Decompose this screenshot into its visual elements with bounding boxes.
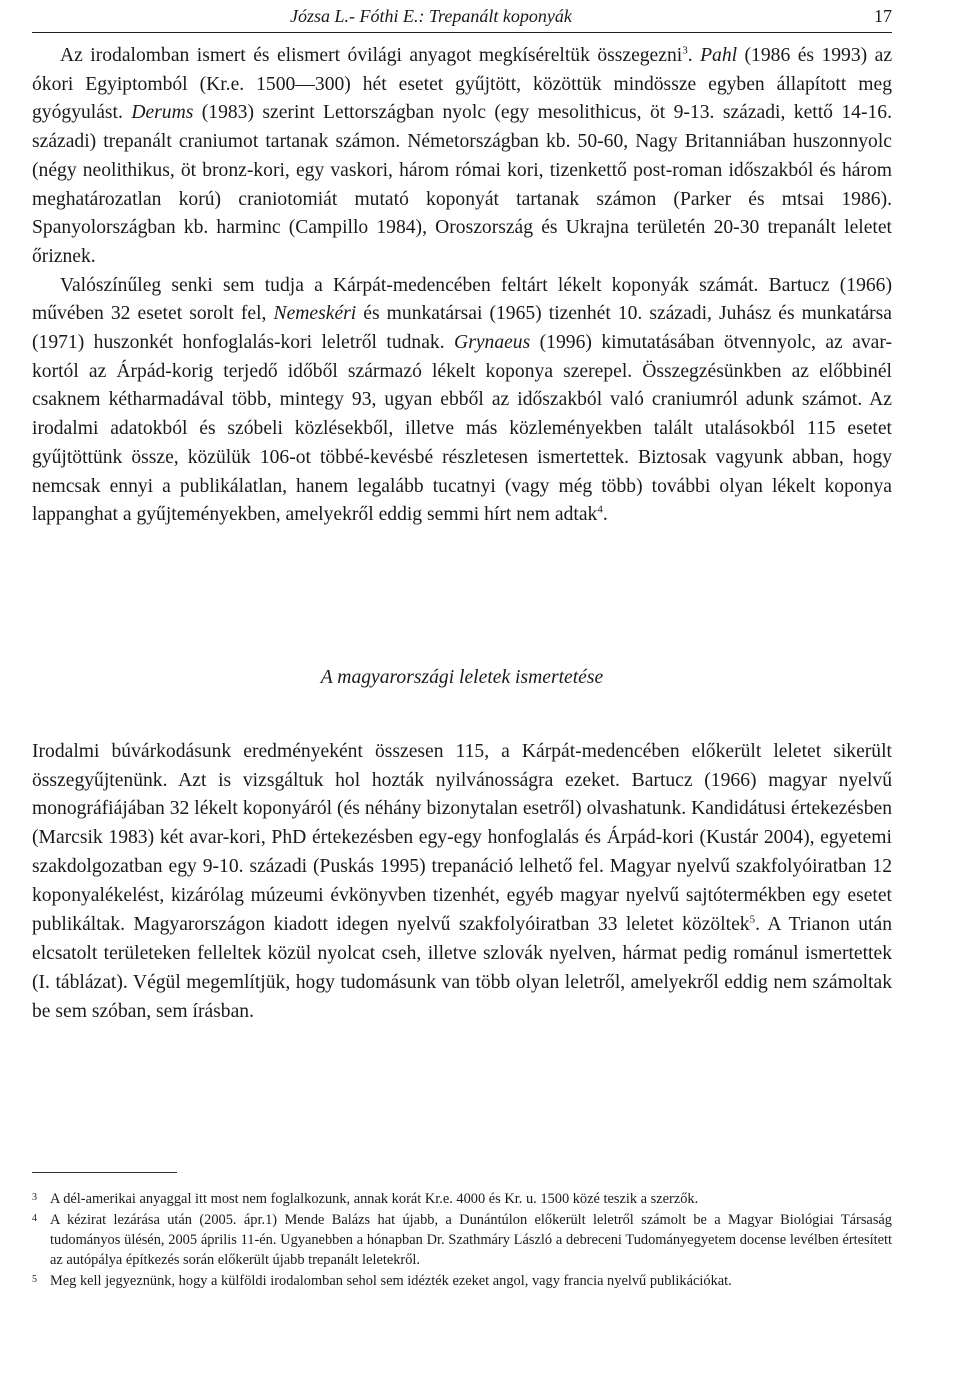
text-run: és munkatársai (1965) tizenhét 10. századi, Juhász és munkatársa (1971) huszonkét honfoglalás-kori leletről tudnak. [32,303,892,354]
footnote-5 [32,1271,892,1291]
author-name: Nemeskéri [273,303,357,325]
text-run: . [687,45,701,66]
footnote-text: Meg kell jegyeznünk, hogy a külföldi irodalomban sehol sem idézték ezeket angol, vagy francia nyelvű publikációkat. [50,1273,732,1289]
body-text-top [32,42,892,530]
page-number: 17 [874,6,892,26]
body-text-bottom [32,718,892,1046]
footnote-number: 5 [32,1274,37,1285]
footnote-number: 3 [32,1192,37,1203]
footnote-number: 4 [32,1213,37,1224]
footnote-ref: 4 [597,503,603,516]
paragraph-2 [32,272,892,530]
footnote-text: A kézirat lezárása után (2005. ápr.1) Mende Balázs hat újabb, a Dunántúlon előkerült leletről számolt be a Magyar Biológiai Társaság tudományos ülésén, 2005 április 11-én. Ugyanebben a hónapban Dr. Szathmáry László a debreceni Tudományegyetem docense levélben értesített az autópálya építkezés során előkerült újabb trepanált leletekről. [50,1212,892,1268]
text-run: Valószínűleg senki sem tudja a Kárpát-medencében feltárt lékelt koponyák számát. Bartucz (1966) művében 32 esetet sorolt fel, [32,274,892,325]
author-name: Derums [131,102,194,124]
section-heading: A magyarországi leletek ismertetése [320,667,604,688]
footnote-text: A dél-amerikai anyaggal itt most nem foglalkozunk, annak korát Kr.e. 4000 és Kr. u. 1500 közé teszik a szerzők. [50,1191,699,1207]
footnote-ref: 3 [682,44,688,57]
footnote-divider [32,1172,177,1173]
text-run: (1986 és 1993) az ókori Egyiptomból (Kr.e. 1500—300) hét esetet gyűjtött, közöttük mindössze egyben állapított meg gyógyulást. [32,45,893,124]
footnote-3 [32,1189,892,1209]
text-run: (1996) kimutatásában ötvennyolc, az avar-kortól az Árpád-korig terjedő időből származó lékelt koponya szerepel. Összegzésünkben az előbbinél csaknem kétharmadával több, mintegy 93, ugyan ebből az időszakból való craniumról adunk számot. Az irodalmi adatokból és szóbeli közlésekből, illetve más közleményekben talált utalásokból 115 esetet gyűjtöttünk össze, közülük 106-ot többé-kevésbé részletesen ismertettek. Biztosak vagyunk abban, hogy nemcsak ennyi a publikálatlan, hanem legalább tucatnyi (vagy még több) további olyan lékelt koponya lappanghat a gyűjteményekben, amelyekről eddig semmi hírt nem adtak [32,332,892,526]
paragraph-1 [32,42,892,272]
author-name: Pahl [700,45,738,66]
running-head: Józsa L.- Fóthi E.: Trepanált koponyák [290,6,572,26]
text-run: Az irodalomban ismert és elismert óvilági anyagot megkíséreltük összegezni [60,45,683,66]
paragraph-3 [32,738,892,1027]
text-run: Irodalmi búvárkodásunk eredményeként összesen 115, a Kárpát-medencében előkerült leletet sikerült összegyűjtenünk. Azt is vizsgáltuk hol hozták nyilvánosságra ezeket. Bartucz (1966) magyar nyelvű monográfiájában 32 lékelt koponyáról (és néhány bizonytalan esetről) olvashatunk. Kandidátusi értekezésben (Marcsik 1983) két avar-kori, PhD értekezésben egy-egy honfoglalás és Árpád-kori (Kustár 2004), egyetemi szakdolgozatban egy 9-10. századi (Puskás 1995) trepanáció lelhető fel. Magyar nyelvű szakfolyóiratban 12 koponyalékelést, kizárólag múzeumi évkönyvben tizenhét, egyéb magyar nyelvű sajtótermékben egy esetet publikáltak. Magyarországon kiadott idegen nyelvű szakfolyóiratban 33 leletet közöltek [32,740,892,936]
text-run: . [602,504,608,526]
text-run: . A Trianon után elcsatolt területeken felleltek közül nyolcat cseh, illetve szlovák nyelven, hármat pedig románul ismertettek (I. táblázat). Végül megemlítjük, hogy tudomásunk van több olyan leletről, amelyekről eddig nem számoltak be sem szóban, sem írásban. [32,914,892,1022]
footnote-ref: 5 [749,913,756,926]
text-run: (1983) szerint Lettországban nyolc (egy mesolithicus, öt 9-13. századi, kettő 14-16. századi) trepanált craniumot tartanak számon. Németországban kb. 50-60, Nagy Britanniában huszonnyolc (négy neolithikus, öt bronz-kori, egy vaskori, három római kori, tizenkettő post-roman időszakból és három meghatározatlan korú) craniotomiát mutató koponyát tartanak számon (Parker és mtsai 1986). Spanyolországban kb. harminc (Campillo 1984), Oroszország és Ukrajna területén 20-30 trepanált leletet őriznek. [32,102,892,267]
footnotes [32,1189,892,1292]
author-name: Grynaeus [454,332,531,354]
footnote-4 [32,1210,892,1270]
running-header [32,6,892,33]
